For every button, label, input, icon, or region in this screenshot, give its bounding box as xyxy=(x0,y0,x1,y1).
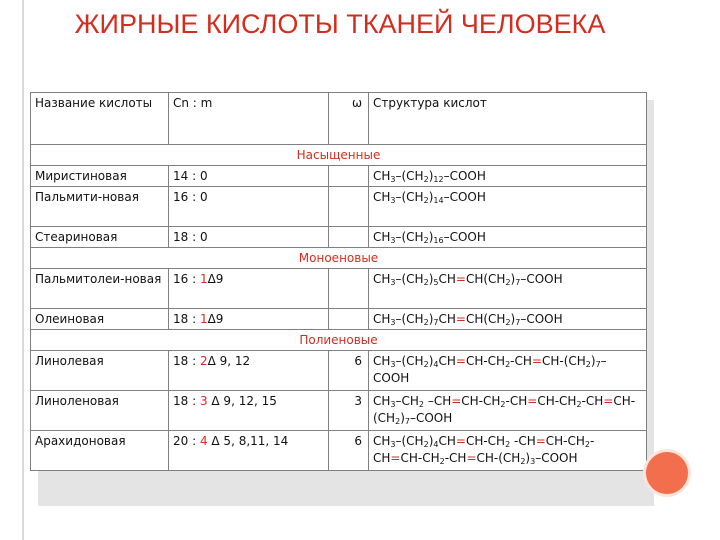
table-row xyxy=(31,351,647,391)
fatty-acids-table-container xyxy=(30,92,646,471)
section-saturated: Насыщенные xyxy=(31,145,647,166)
acid-omega xyxy=(329,309,369,330)
table-row xyxy=(31,187,647,227)
decorative-circle xyxy=(643,449,691,497)
acid-structure: $CH_3-CH_2$ $-CH=CH-CH_2-CH=CH-CH_2-CH=CH-(CH_2)_7$–COOH xyxy=(369,391,647,431)
table-row xyxy=(31,269,647,309)
header-omega: ω xyxy=(329,93,369,145)
acid-name: Арахидоновая xyxy=(31,431,169,471)
section-polyenoic: Полиеновые xyxy=(31,330,647,351)
acid-structure: $CH_3-(CH_2)_{12}$–COOH xyxy=(369,166,647,187)
acid-structure: $CH_3-(CH_2)_5CH=CH(CH_2)_7$–COOH xyxy=(369,269,647,309)
acid-omega xyxy=(329,269,369,309)
acid-omega xyxy=(329,227,369,248)
acid-omega xyxy=(329,187,369,227)
acid-structure: $CH_3-(CH_2)_{16}$–COOH xyxy=(369,227,647,248)
table-row xyxy=(31,431,647,471)
acid-structure: $CH_3-(CH_2)_7CH=CH(CH_2)_7$–COOH xyxy=(369,309,647,330)
header-name: Название кислоты xyxy=(31,93,169,145)
table-header-row xyxy=(31,93,647,145)
acid-structure: $CH_3-(CH_2)_4CH=CH-CH_2-CH=CH-(CH_2)_7$–COOH xyxy=(369,351,647,391)
acid-cn-m: 18 : 1Δ9 xyxy=(169,309,329,330)
acid-name: Стеариновая xyxy=(31,227,169,248)
acid-name: Олеиновая xyxy=(31,309,169,330)
acid-cn-m: 16 : 1Δ9 xyxy=(169,269,329,309)
table-row xyxy=(31,227,647,248)
acid-cn-m: 18 : 0 xyxy=(169,227,329,248)
acid-structure: $CH_3-(CH_2)_{14}$–COOH xyxy=(369,187,647,227)
header-cn-m: Cn : m xyxy=(169,93,329,145)
acid-name: Пальмитолеи-новая xyxy=(31,269,169,309)
acid-name: Линолевая xyxy=(31,351,169,391)
table-row xyxy=(31,309,647,330)
acid-omega xyxy=(329,166,369,187)
acid-name: Пальмити-новая xyxy=(31,187,169,227)
acid-name: Миристиновая xyxy=(31,166,169,187)
acid-omega: 3 xyxy=(329,391,369,431)
table-row xyxy=(31,391,647,431)
acid-cn-m: 20 : 4 Δ 5, 8,11, 14 xyxy=(169,431,329,471)
section-monoenoic: Моноеновые xyxy=(31,248,647,269)
acid-omega: 6 xyxy=(329,351,369,391)
fatty-acids-table xyxy=(30,92,647,471)
acid-name: Линоленовая xyxy=(31,391,169,431)
acid-cn-m: 14 : 0 xyxy=(169,166,329,187)
acid-cn-m: 16 : 0 xyxy=(169,187,329,227)
acid-cn-m: 18 : 3 Δ 9, 12, 15 xyxy=(169,391,329,431)
header-structure: Структура кислот xyxy=(369,93,647,145)
left-rule xyxy=(22,0,24,540)
table-row xyxy=(31,166,647,187)
acid-structure: $CH_3-(CH_2)_4CH=CH-CH_2$ $-CH=CH-CH_2-CH=CH-CH_2-CH=CH-(CH_2)_3$–COOH xyxy=(369,431,647,471)
acid-cn-m: 18 : 2Δ 9, 12 xyxy=(169,351,329,391)
page-title: ЖИРНЫЕ КИСЛОТЫ ТКАНЕЙ ЧЕЛОВЕКА xyxy=(74,9,606,39)
acid-omega: 6 xyxy=(329,431,369,471)
